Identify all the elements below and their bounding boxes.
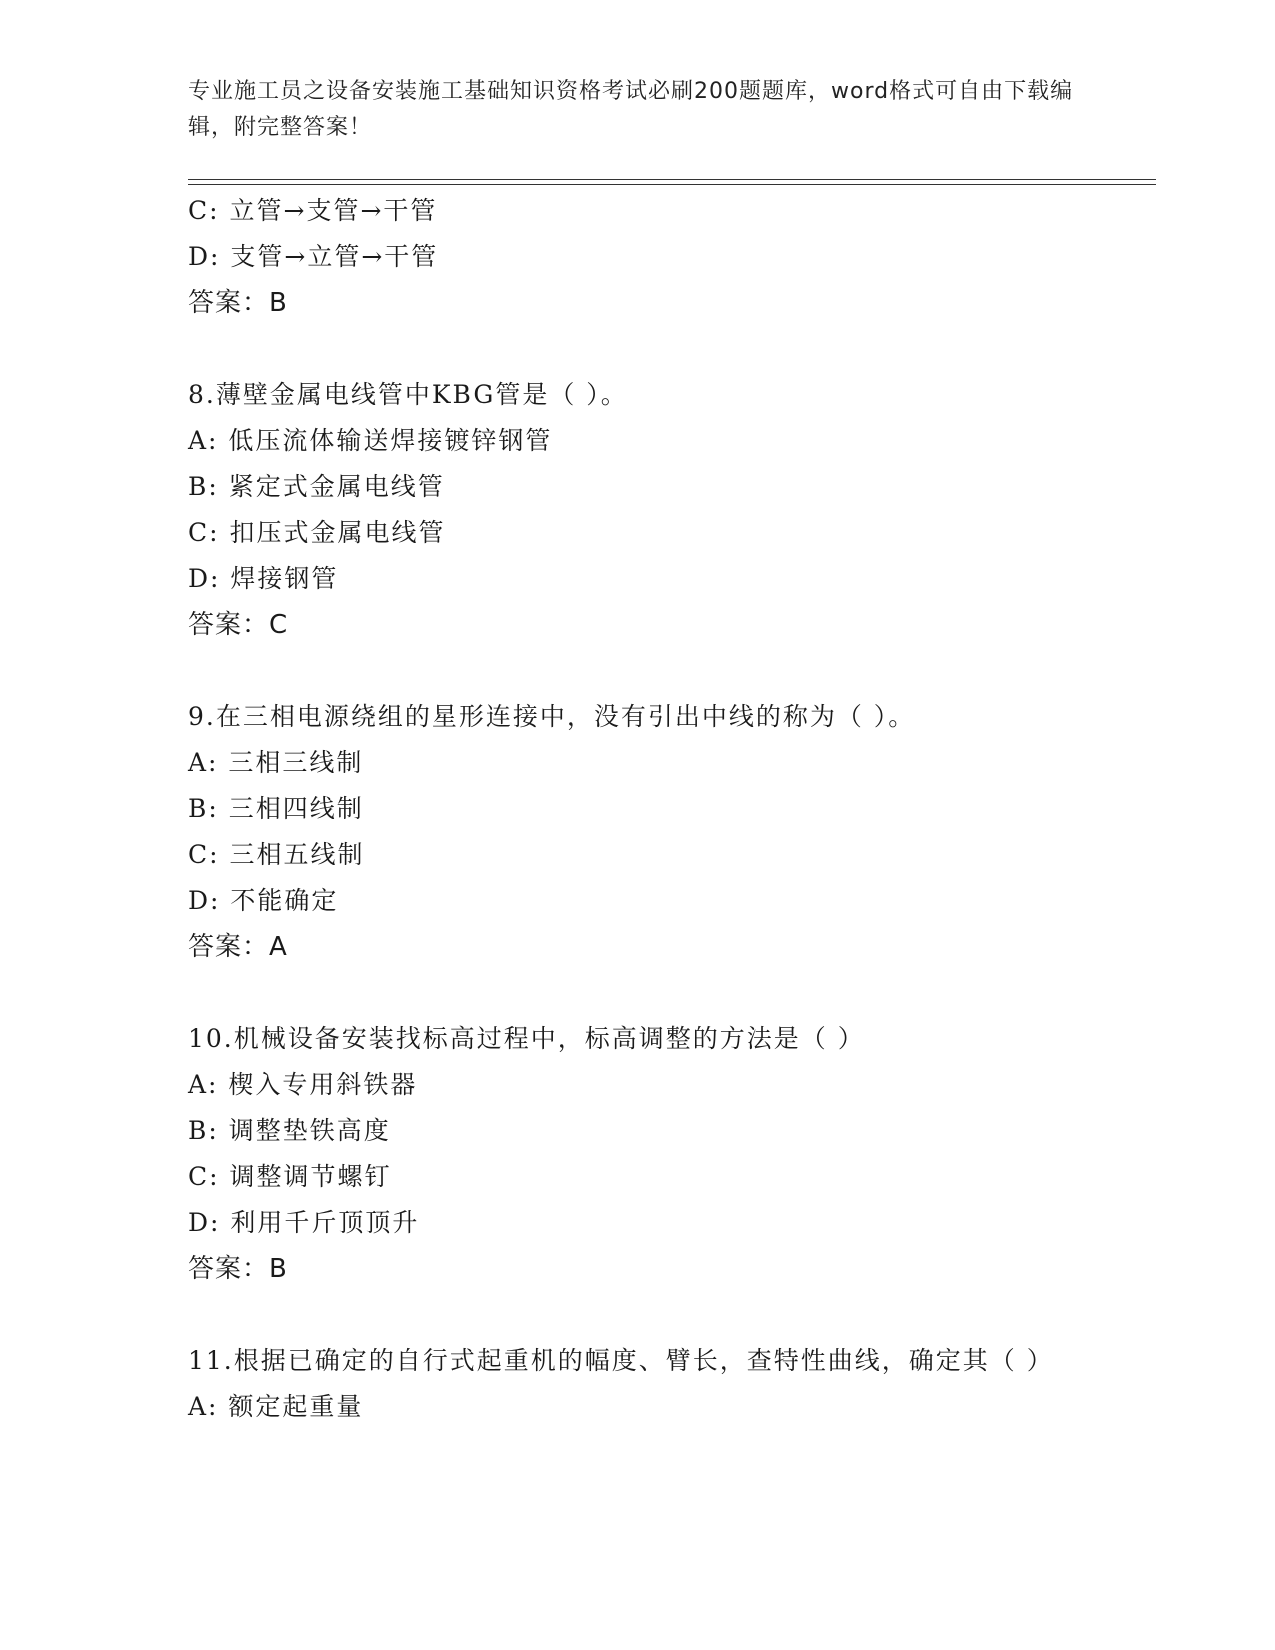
option-c: C: 三相五线制 [188,840,365,869]
question-text: 10.机械设备安装找标高过程中，标高调整的方法是（ ） [188,1024,865,1053]
header-divider-bottom [188,184,1156,185]
option-b: B: 紧定式金属电线管 [188,472,445,501]
answer-line: 答案：B [188,1254,288,1284]
question-block-9 [188,694,1088,970]
question-block-8 [188,372,1088,648]
option-c: C: 调整调节螺钉 [188,1162,392,1191]
option-a: A: 三相三线制 [188,748,364,777]
option-a: A: 低压流体输送焊接镀锌钢管 [188,426,553,455]
header-divider-top [188,179,1156,180]
option-c: C: 扣压式金属电线管 [188,518,446,547]
answer-line: 答案：A [188,932,288,962]
question-block-11 [188,1338,1088,1430]
answer-line: 答案：C [188,610,289,640]
question-text: 9.在三相电源绕组的星形连接中，没有引出中线的称为（ ）。 [188,702,916,731]
question-list [188,188,1088,1430]
answer-line: 答案：B [188,288,288,318]
option-c: C: 立管→支管→干管 [188,196,438,225]
option-b: B: 调整垫铁高度 [188,1116,391,1145]
option-b: B: 三相四线制 [188,794,364,823]
option-d: D: 支管→立管→干管 [188,242,439,271]
option-d: D: 不能确定 [188,886,339,915]
option-a: A: 楔入专用斜铁器 [188,1070,418,1099]
document-header: 专业施工员之设备安装施工基础知识资格考试必刷200题题库，word格式可自由下载编辑，附完整答案！ [188,79,1074,140]
question-text: 11.根据已确定的自行式起重机的幅度、臂长，查特性曲线，确定其（ ） [188,1346,1054,1375]
option-a: A: 额定起重量 [188,1392,364,1421]
question-block-7 [188,188,1088,326]
question-text: 8.薄壁金属电线管中KBG管是（ ）。 [188,380,628,409]
question-block-10 [188,1016,1088,1292]
option-d: D: 焊接钢管 [188,564,339,593]
option-d: D: 利用千斤顶顶升 [188,1208,420,1237]
